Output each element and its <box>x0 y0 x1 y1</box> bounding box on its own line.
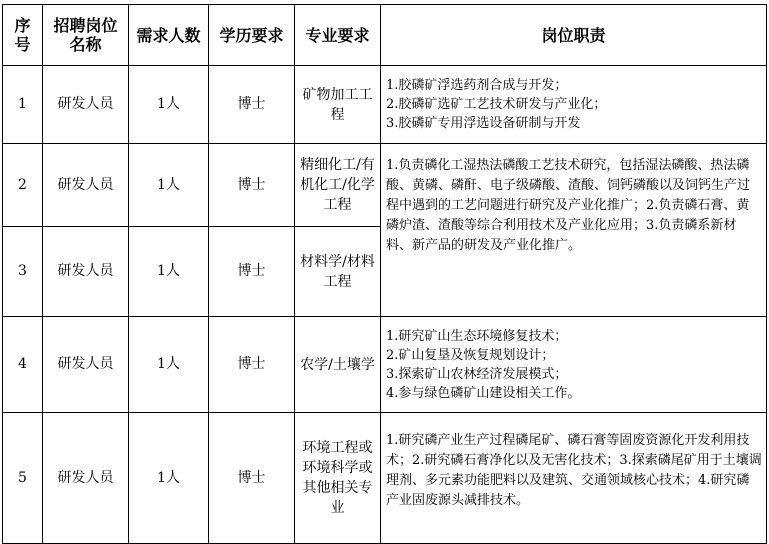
cell-degree: 博士 <box>209 413 295 544</box>
table-row <box>3 66 767 144</box>
cell-count: 1人 <box>129 66 209 144</box>
cell-major: 材料学/材料工程 <box>295 227 381 317</box>
table-row <box>3 144 767 227</box>
cell-major: 精细化工/有机化工/化学工程 <box>295 144 381 227</box>
cell-no: 2 <box>3 144 43 227</box>
duty-line: 2.矿山复垦及恢复规划设计； <box>386 348 555 363</box>
cell-duty <box>381 66 767 144</box>
header-major: 专业要求 <box>295 5 381 66</box>
cell-major: 农学/土壤学 <box>295 317 381 413</box>
recruitment-table-wrapper <box>2 4 767 544</box>
cell-degree: 博士 <box>209 144 295 227</box>
duty-line: 1.胶磷矿浮选药剂合成与开发； <box>386 78 568 93</box>
header-row <box>3 5 767 66</box>
cell-duty <box>381 317 767 413</box>
duty-line: 2.胶磷矿选矿工艺技术研发与产业化； <box>386 97 607 112</box>
cell-position: 研发人员 <box>43 144 129 227</box>
cell-duty-merged <box>381 144 767 317</box>
cell-degree: 博士 <box>209 227 295 317</box>
cell-count: 1人 <box>129 227 209 317</box>
table-row <box>3 317 767 413</box>
header-duty: 岗位职责 <box>381 5 767 66</box>
table-row <box>3 413 767 544</box>
cell-count: 1人 <box>129 144 209 227</box>
duty-text: 1.研究磷产业生产过程磷尾矿、磷石膏等固废资源化开发利用技术；2.研究磷石膏净化以及无害化技术；3.探索磷尾矿用于土壤调理剂、多元素功能肥料以及建筑、交通领域核心技术；4.研究磷产业固废源头减排技术。 <box>386 433 762 508</box>
duty-line: 3.探索矿山农林经济发展模式； <box>386 367 568 382</box>
cell-position: 研发人员 <box>43 227 129 317</box>
cell-major: 环境工程或环境科学或其他相关专业 <box>295 413 381 544</box>
duty-line: 4.参与绿色磷矿山建设相关工作。 <box>386 386 581 401</box>
duty-line: 3.胶磷矿专用浮选设备研制与开发 <box>386 116 581 131</box>
duty-line: 1.研究矿山生态环境修复技术； <box>386 329 568 344</box>
cell-degree: 博士 <box>209 317 295 413</box>
header-degree: 学历要求 <box>209 5 295 66</box>
cell-position: 研发人员 <box>43 66 129 144</box>
cell-position: 研发人员 <box>43 317 129 413</box>
header-no: 序号 <box>3 5 43 66</box>
cell-position: 研发人员 <box>43 413 129 544</box>
cell-count: 1人 <box>129 317 209 413</box>
cell-count: 1人 <box>129 413 209 544</box>
cell-no: 4 <box>3 317 43 413</box>
cell-degree: 博士 <box>209 66 295 144</box>
cell-major: 矿物加工工程 <box>295 66 381 144</box>
duty-text: 1.负责磷化工湿热法磷酸工艺技术研究，包括湿法磷酸、热法磷酸、黄磷、磷酐、电子级磷酸、渣酸、饲钙磷酸以及饲钙生产过程中遇到的工艺问题进行研究及产业化推广；2.负责磷石膏、黄磷炉渣、渣酸等综合利用技术及产业化应用；3.负责磷系新材料、新产品的研发及产业化推广。 <box>386 158 751 253</box>
header-position: 招聘岗位名称 <box>43 5 129 66</box>
recruitment-table <box>2 4 767 544</box>
cell-no: 1 <box>3 66 43 144</box>
header-count: 需求人数 <box>129 5 209 66</box>
cell-duty <box>381 413 767 544</box>
cell-no: 3 <box>3 227 43 317</box>
cell-no: 5 <box>3 413 43 544</box>
